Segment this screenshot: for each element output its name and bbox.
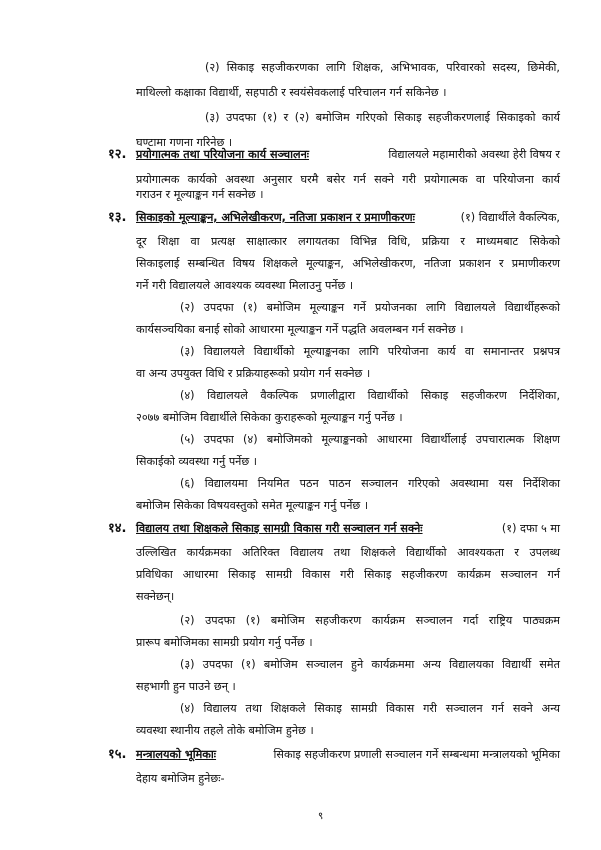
paragraph-line: माथिल्लो कक्षाका विद्यार्थी, सहपाठी र स्वयंसेवकलाई परिचालन गर्न सकिनेछ । <box>136 86 447 99</box>
section-first-line <box>136 148 560 162</box>
paragraph-line: व्यवस्था स्थानीय तहले तोके बमोजिम हुनेछ । <box>136 724 314 737</box>
paragraph-line: प्रविधिका आधारमा सिकाइ सामग्री विकास गरी सिकाइ सहजीकरण कार्यक्रम सञ्चालन गर्न <box>136 568 560 581</box>
paragraph-line: गराउन र मूल्याङ्कन गर्न सक्नेछ । <box>136 188 264 201</box>
paragraph-line: प्रारूप बमोजिमका सामग्री प्रयोग गर्नु पर्नेछ । <box>136 636 313 649</box>
section-number: १५. <box>108 747 127 762</box>
paragraph-line: प्रयोगात्मक कार्यको अवस्था अनुसार घरमै बसेर गर्न सक्ने गरी प्रयोगात्मक वा परियोजना कार्य <box>136 173 560 186</box>
paragraph-line: (३) उपदफा (१) बमोजिम सञ्चालन हुने कार्यक्रममा अन्य विद्यालयका विद्यार्थी समेत <box>180 658 560 671</box>
page-number: ९ <box>318 811 324 822</box>
section-number: १४. <box>108 521 127 536</box>
paragraph-line: सक्नेछन्। <box>136 590 175 603</box>
paragraph-line: (२) उपदफा (१) बमोजिम सहजीकरण कार्यक्रम सञ्चालन गर्दा राष्ट्रिय पाठ्यक्रम <box>180 614 560 627</box>
paragraph-line: (४) विद्यालयले वैकल्पिक प्रणालीद्वारा विद्यार्थीको सिकाइ सहजीकरण निर्देशिका, <box>180 389 560 402</box>
paragraph-line: दूर शिक्षा वा प्रत्यक्ष साक्षात्कार लगायतका विभिन्न विधि, प्रक्रिया र माध्यमबाट सिकेको <box>136 235 560 248</box>
section-heading: सिकाइको मूल्याङ्कन, अभिलेखीकरण, नतिजा प्रकाशन र प्रमाणीकरणः <box>136 211 415 224</box>
section-heading: विद्यालय तथा शिक्षकले सिकाइ सामग्री विकास गरी सञ्चालन गर्न सक्नेः <box>136 522 423 535</box>
paragraph-line: घण्टामा गणना गरिनेछ । <box>136 136 233 149</box>
section-heading: मन्त्रालयको भूमिकाः <box>136 748 217 761</box>
paragraph-text: (१) दफा ५ मा <box>501 522 560 535</box>
paragraph-line: वा अन्य उपयुक्त विधि र प्रक्रियाहरूको प्रयोग गर्न सक्नेछ । <box>136 367 371 380</box>
paragraph-text: विद्यालयले महामारीको अवस्था हेरी विषय र <box>388 148 560 161</box>
paragraph-line: सिकाईको व्यवस्था गर्नु पर्नेछ । <box>136 455 258 468</box>
section-heading: प्रयोगात्मक तथा परियोजना कार्य सञ्चालनः <box>136 148 310 161</box>
section-number: १२. <box>108 147 127 162</box>
paragraph-line: कार्यसञ्चयिका बनाई सोको आधारमा मूल्याङ्कन गर्ने पद्धति अवलम्बन गर्न सक्नेछ । <box>136 323 464 336</box>
section-first-line <box>136 748 560 762</box>
section-first-line <box>136 211 560 225</box>
paragraph-line: (५) उपदफा (४) बमोजिमको मूल्याङ्कनको आधारमा विद्यार्थीलाई उपचारात्मक शिक्षण <box>180 433 560 446</box>
paragraph-line: सिकाइलाई सम्बन्धित विषय शिक्षकले मूल्याङ्कन, अभिलेखीकरण, नतिजा प्रकाशन र प्रमाणीकरण <box>136 257 560 270</box>
paragraph-line: (२) सिकाइ सहजीकरणका लागि शिक्षक, अभिभावक, परिवारको सदस्य, छिमेकी, <box>205 61 560 74</box>
paragraph-line: उल्लिखित कार्यक्रमका अतिरिक्त विद्यालय तथा शिक्षकले विद्यार्थीको आवश्यकता र उपलब्ध <box>136 546 560 559</box>
paragraph-line: (४) विद्यालय तथा शिक्षकले सिकाइ सामग्री विकास गरी सञ्चालन गर्न सक्ने अन्य <box>180 702 560 715</box>
paragraph-line: बमोजिम सिकेका विषयवस्तुको समेत मूल्याङ्कन गर्नु पर्नेछ । <box>136 499 369 512</box>
paragraph-line: सहभागी हुन पाउने छन् । <box>136 680 236 693</box>
paragraph-line: (२) उपदफा (१) बमोजिम मूल्याङ्कन गर्ने प्रयोजनका लागि विद्यालयले विद्यार्थीहरूको <box>180 301 560 314</box>
section-number: १३. <box>108 210 127 225</box>
paragraph-text: सिकाइ सहजीकरण प्रणाली सञ्चालन गर्ने सम्बन्धमा मन्त्रालयको भूमिका <box>273 748 560 761</box>
paragraph-line: (६) विद्यालयमा नियमित पठन पाठन सञ्चालन गरिएको अवस्थामा यस निर्देशिका <box>180 477 560 490</box>
paragraph-line: २०७७ बमोजिम विद्यार्थीले सिकेका कुराहरूको मूल्याङ्कन गर्नु पर्नेछ । <box>136 411 403 424</box>
paragraph-line: गर्ने गरी विद्यालयले आवश्यक व्यवस्था मिलाउनु पर्नेछ । <box>136 279 354 292</box>
paragraph-line: देहाय बमोजिम हुनेछः- <box>136 772 225 785</box>
section-first-line <box>136 522 560 536</box>
paragraph-line: (३) उपदफा (१) र (२) बमोजिम गरिएको सिकाइ सहजीकरणलाई सिकाइको कार्य <box>205 111 560 124</box>
paragraph-line: (३) विद्यालयले विद्यार्थीको मूल्याङ्कनका लागि परियोजना कार्य वा समानान्तर प्रश्नपत्र <box>180 345 560 358</box>
paragraph-text: (१) विद्यार्थीले वैकल्पिक, <box>460 211 560 224</box>
